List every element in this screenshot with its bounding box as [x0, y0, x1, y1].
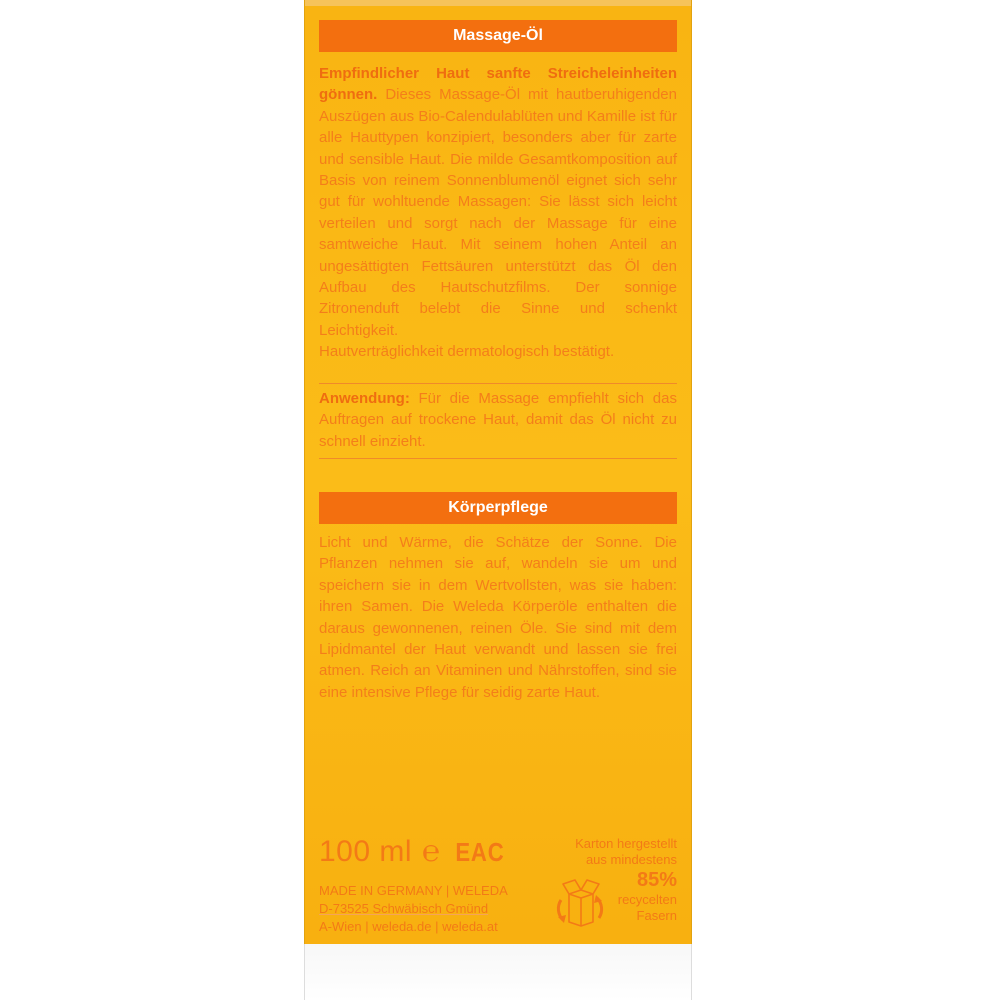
eac-mark-icon: EAC: [454, 837, 505, 867]
recycling-note: [535, 836, 677, 924]
usage-text: Für die Massage empfiehlt sich das Auftragen auf trockene Haut, damit das Öl nicht zu schnell einzieht.: [319, 390, 677, 450]
dermatology-note: Hautverträglichkeit dermatologisch bestätigt.: [319, 343, 615, 361]
recycle-percent: 85%: [636, 869, 677, 891]
divider-top: [319, 383, 677, 384]
divider-bottom: [319, 458, 677, 459]
manufacturer-address: [319, 882, 508, 936]
recycle-line-1: Karton hergestellt: [575, 836, 677, 851]
massage-intro-text: Dieses Massage-Öl mit hautberuhigenden Auszügen aus Bio-Calendulablüten und Kamille ist für alle Hauttypen konzipiert, besonders aber für zarte und sensible Haut. Die milde Gesamtkomposition auf Basis von reinem Sonnenblumenöl eignet sich sehr gut für wohltuende Massagen: Sie lässt sich leicht verteilen und sorgt nach der Massage für eine samtweiche Haut. Mit seinem hohen Anteil an ungesättigten Fettsäuren unterstützt das Öl den Aufbau des Hautschutzfilms. Der sonnige Zitronenduft belebt die Sinne und schenkt Leichtigkeit.: [319, 86, 677, 339]
koerperpflege-description: Licht und Wärme, die Schätze der Sonne. Die Pflanzen nehmen sie auf, wandeln sie um und speichern sie in dem Wertvollsten, was sie haben: ihren Samen. Die Weleda Körperöle enthalten die daraus gewonnenen, reinen Öle. Sie sind mit dem Lipidmantel der Haut verwandt und lassen sie frei atmen. Reich an Vitaminen und Nährstoffen, sind sie eine intensive Pflege für seidig zarte Haut.: [319, 534, 677, 701]
address-line-2: D-73525 Schwäbisch Gmünd: [319, 901, 489, 916]
volume-line: [319, 834, 508, 870]
top-flap: [305, 0, 691, 6]
massage-description: [319, 63, 677, 363]
address-line-1: MADE IN GERMANY | WELEDA: [319, 883, 508, 898]
recycle-line-2: aus mindestens: [585, 852, 677, 867]
address-line-3: A-Wien | weleda.de | weleda.at: [319, 919, 498, 934]
volume-text: 100 ml: [319, 835, 413, 868]
estimate-mark-icon: ℮: [422, 835, 441, 868]
recycled-box-icon: [547, 870, 611, 932]
recycle-line-4: Fasern: [636, 908, 677, 923]
usage-instructions: [319, 388, 677, 452]
recycle-line-3: recycelten: [617, 892, 677, 907]
section-header-koerperpflege: Körperpflege: [319, 492, 677, 524]
package-panel: [304, 0, 692, 944]
section-header-massage: Massage-Öl: [319, 20, 677, 52]
bottom-flap: [304, 944, 692, 1000]
massage-intro-bold: Empfindlicher Haut sanfte Streicheleinheiten gönnen.: [319, 65, 677, 104]
usage-label: Anwendung:: [319, 390, 410, 407]
